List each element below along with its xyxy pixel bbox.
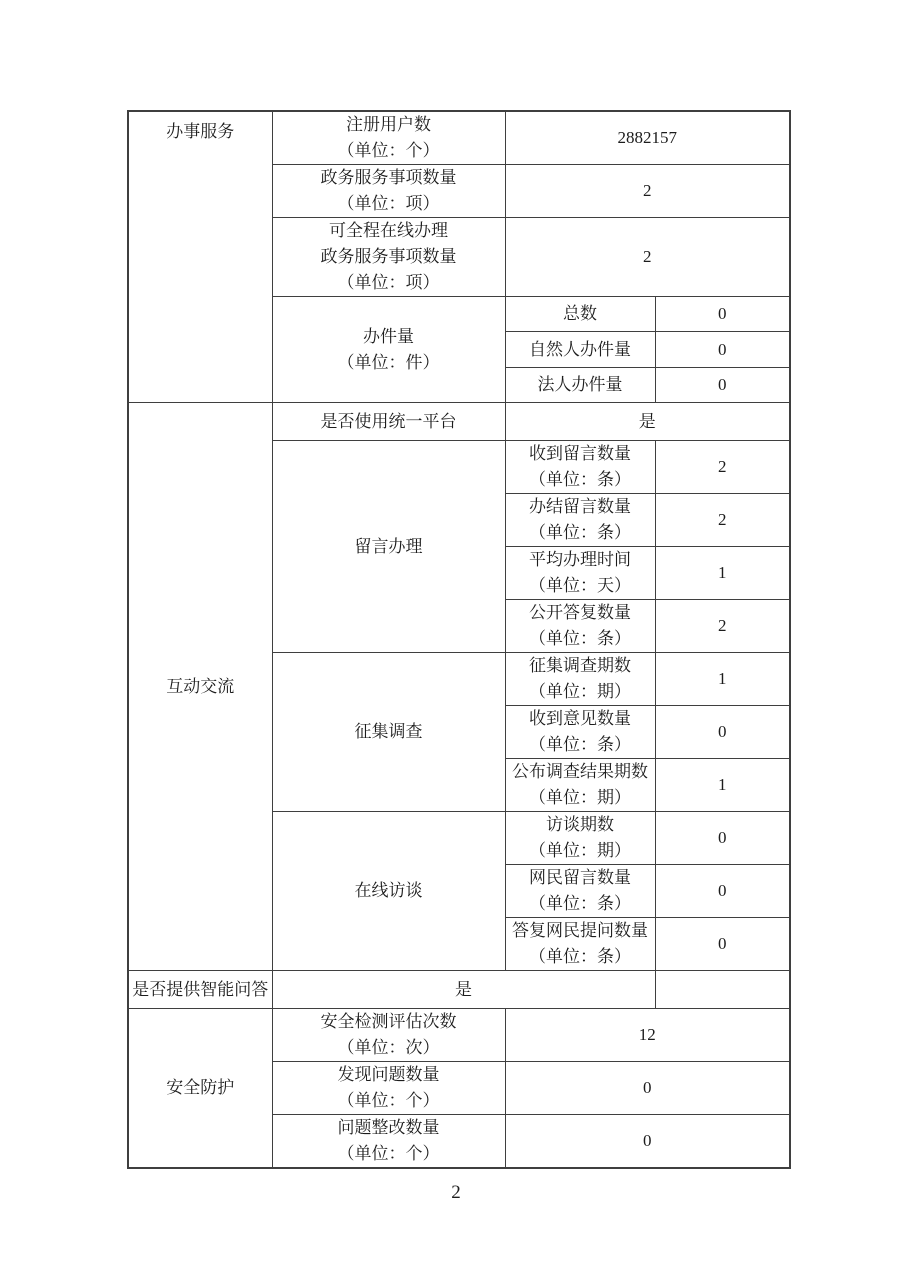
sub-item-value: 2 [655, 600, 790, 653]
sub-item-unit: （单位：条） [529, 947, 631, 966]
sub-item-cell [505, 918, 655, 971]
sub-item-unit: （单位：条） [529, 523, 631, 542]
sub-item-unit: （单位：条） [529, 735, 631, 754]
group-cell-zhengji-diaocha [272, 653, 505, 812]
sub-item-value: 1 [655, 547, 790, 600]
item-unit: （单位：项） [337, 194, 440, 213]
sub-item-label: 网民留言数量 [529, 868, 631, 887]
sub-item-unit: （单位：条） [529, 629, 631, 648]
sub-item-label: 访谈期数 [546, 815, 614, 834]
sub-item-label: 总数 [505, 297, 655, 332]
sub-item-cell [505, 494, 655, 547]
sub-item-label: 收到留言数量 [529, 444, 631, 463]
sub-item-cell [505, 653, 655, 706]
item-value: 2 [505, 218, 790, 297]
item-value: 是 [505, 403, 790, 441]
sub-item-label: 收到意见数量 [529, 709, 631, 728]
section-title-bansgi-fuwu [128, 111, 272, 403]
item-value: 2 [505, 165, 790, 218]
sub-item-value: 0 [655, 332, 790, 368]
sub-item-value: 2 [655, 494, 790, 547]
item-unit: （单位：项） [337, 273, 440, 292]
sub-item-label: 平均办理时间 [529, 550, 631, 569]
report-table [127, 110, 791, 1169]
item-cell-problems-fixed [272, 1115, 505, 1169]
group-cell-liuyan-banli [272, 441, 505, 653]
item-unit: （单位：个） [337, 1091, 440, 1110]
item-label-line2: 政务服务事项数量 [320, 247, 457, 266]
section-title-label: 互动交流 [166, 676, 235, 696]
sub-item-cell [505, 865, 655, 918]
item-unit: （单位：个） [337, 141, 440, 160]
sub-item-unit: （单位：条） [529, 470, 631, 489]
sub-item-cell [505, 812, 655, 865]
item-value: 0 [505, 1062, 790, 1115]
section-title-hudong-jiaoliu [128, 403, 272, 971]
item-unit: （单位：个） [337, 1144, 440, 1163]
item-cell-smart-qa: 是否提供智能问答 [128, 971, 272, 1009]
group-cell-zaixian-fangtan [272, 812, 505, 971]
sub-item-cell [505, 759, 655, 812]
sub-item-value: 0 [655, 865, 790, 918]
sub-item-label: 办结留言数量 [529, 497, 631, 516]
item-label-line1: 可全程在线办理 [329, 221, 448, 240]
sub-item-cell [505, 706, 655, 759]
sub-item-value: 0 [655, 706, 790, 759]
item-cell-service-items [272, 165, 505, 218]
item-value: 0 [505, 1115, 790, 1169]
sub-item-label: 答复网民提问数量 [512, 921, 648, 940]
item-cell-security-assessments [272, 1009, 505, 1062]
item-value: 是 [272, 971, 655, 1009]
sub-item-unit: （单位：期） [529, 682, 631, 701]
section-title-anquan-fanghu [128, 1009, 272, 1169]
sub-item-value: 1 [655, 653, 790, 706]
sub-item-label: 自然人办件量 [505, 332, 655, 368]
page-number: 2 [451, 1182, 461, 1203]
group-cell-banjianliang [272, 297, 505, 403]
group-unit: （单位：件） [337, 352, 440, 372]
sub-item-label: 公布调查结果期数 [512, 762, 648, 781]
item-label: 注册用户数 [346, 115, 431, 134]
item-unit: （单位：次） [337, 1038, 440, 1057]
sub-item-value: 0 [655, 812, 790, 865]
item-label: 政务服务事项数量 [320, 168, 457, 187]
group-label: 留言办理 [354, 536, 423, 556]
item-cell-unified-platform: 是否使用统一平台 [272, 403, 505, 441]
item-cell-problems-found [272, 1062, 505, 1115]
section-title-label: 办事服务 [166, 122, 235, 141]
sub-item-label: 法人办件量 [505, 368, 655, 403]
sub-item-value: 0 [655, 368, 790, 403]
sub-item-label: 公开答复数量 [529, 603, 631, 622]
sub-item-cell [505, 547, 655, 600]
sub-item-value: 2 [655, 441, 790, 494]
sub-item-unit: （单位：期） [529, 788, 631, 807]
item-label: 发现问题数量 [337, 1065, 440, 1084]
group-label: 征集调查 [354, 722, 423, 741]
item-value: 2882157 [505, 111, 790, 165]
sub-item-value: 0 [655, 297, 790, 332]
item-label: 问题整改数量 [337, 1118, 440, 1137]
section-title-label: 安全防护 [166, 1078, 235, 1097]
sub-item-unit: （单位：天） [529, 576, 631, 595]
sub-item-unit: （单位：条） [529, 894, 631, 913]
sub-item-cell [505, 600, 655, 653]
sub-item-cell [505, 441, 655, 494]
sub-item-unit: （单位：期） [529, 841, 631, 860]
item-value: 12 [505, 1009, 790, 1062]
sub-item-label: 征集调查期数 [529, 656, 631, 675]
item-cell-registered-users [272, 111, 505, 165]
sub-item-value: 1 [655, 759, 790, 812]
sub-item-value: 0 [655, 918, 790, 971]
group-label: 办件量 [363, 326, 414, 346]
item-cell-online-full-process [272, 218, 505, 297]
item-label: 安全检测评估次数 [320, 1012, 457, 1031]
group-label: 在线访谈 [354, 881, 423, 900]
